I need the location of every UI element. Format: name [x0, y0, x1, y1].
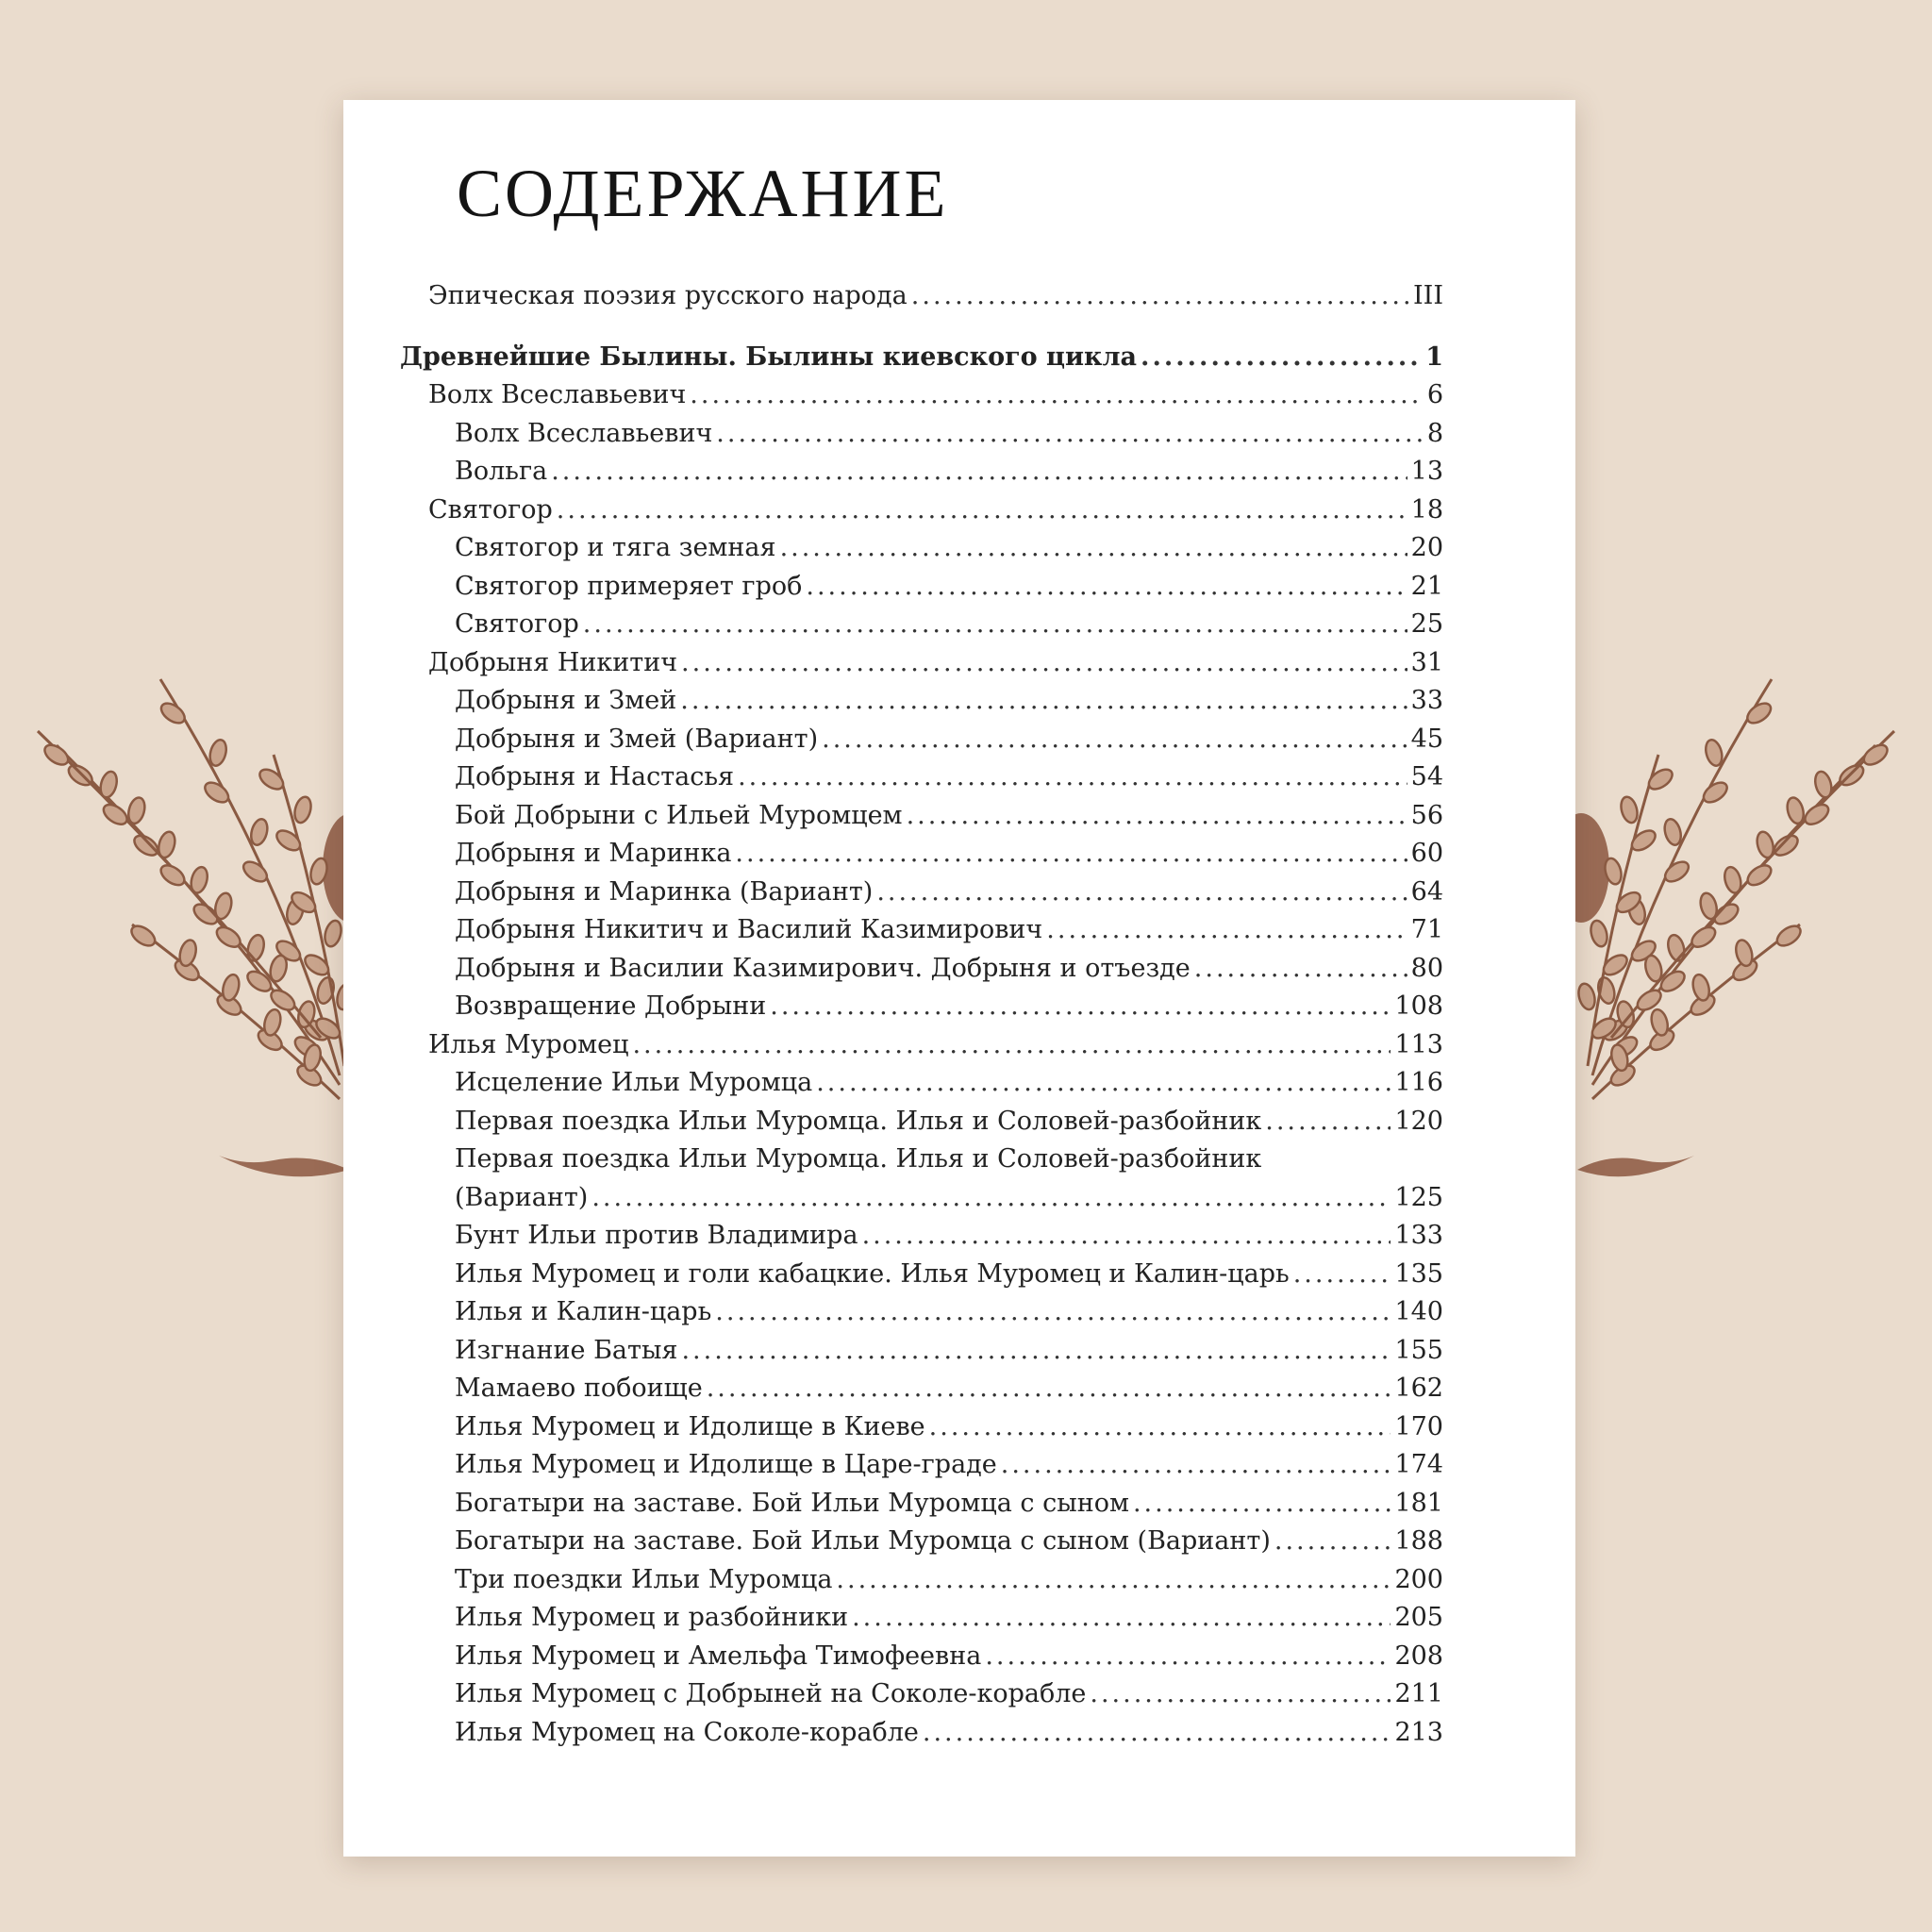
toc-entry-label: Добрыня и Змей	[455, 686, 677, 715]
willow-bud	[212, 891, 234, 921]
dot-leader	[806, 568, 1407, 607]
dot-leader	[1293, 1256, 1391, 1294]
toc-page-number: 71	[1410, 915, 1443, 944]
toc-page-number: 25	[1410, 609, 1443, 639]
willow-bud	[220, 973, 242, 1002]
dot-leader	[557, 491, 1407, 530]
willow-bud	[1619, 795, 1641, 824]
left-leaf-shape	[219, 1156, 349, 1176]
toc-page-number: 64	[1410, 876, 1443, 907]
willow-bud	[268, 954, 290, 983]
dot-leader	[707, 1370, 1391, 1408]
dot-leader	[583, 606, 1407, 644]
dot-leader	[735, 835, 1407, 874]
willow-bud	[1662, 817, 1684, 846]
dot-leader	[1194, 950, 1407, 989]
toc-entry[interactable]	[455, 988, 1443, 1026]
toc-page-number: 140	[1394, 1297, 1443, 1326]
willow-bud	[208, 738, 229, 767]
dot-leader	[1265, 1103, 1391, 1141]
willow-bud	[42, 741, 72, 769]
toc-entry[interactable]	[428, 1026, 1443, 1065]
toc-page-number: 113	[1394, 1029, 1443, 1059]
dot-leader	[876, 874, 1407, 912]
willow-bud	[1812, 770, 1834, 799]
willow-bud	[156, 830, 177, 859]
toc-entry-label: Илья и Калин-царь	[455, 1297, 712, 1326]
toc-entry[interactable]	[455, 453, 1443, 491]
dot-leader	[591, 1179, 1391, 1218]
toc-entry[interactable]	[455, 1179, 1443, 1218]
dot-leader	[681, 1332, 1391, 1371]
willow-bud	[240, 858, 270, 885]
willow-bud	[1661, 858, 1691, 885]
toc-entry[interactable]	[455, 911, 1443, 950]
willow-bud	[158, 699, 188, 726]
toc-page-number: 125	[1394, 1182, 1443, 1212]
toc-page-number: 188	[1394, 1526, 1443, 1556]
toc-page-number: 205	[1394, 1603, 1443, 1632]
page-title: СОДЕРЖАНИЕ	[457, 156, 949, 231]
toc-entry-label: Святогор	[428, 494, 553, 525]
willow-bud	[1698, 891, 1720, 921]
dot-leader	[836, 1561, 1391, 1600]
toc-entry[interactable]	[455, 1714, 1443, 1753]
willow-bud	[1802, 801, 1832, 828]
toc-page-number: 181	[1394, 1488, 1443, 1518]
toc-page-number: 213	[1394, 1717, 1443, 1747]
toc-entry-label: Илья Муромец и Идолище в Киеве	[455, 1411, 925, 1441]
toc-entry-label: Добрыня Никитич и Василий Казимирович	[455, 915, 1043, 944]
dot-leader	[738, 758, 1407, 797]
willow-bud	[292, 795, 314, 824]
dot-leader	[716, 415, 1424, 454]
toc-page-number: 133	[1394, 1221, 1443, 1250]
dot-leader	[680, 682, 1407, 721]
toc-page-number: 13	[1410, 457, 1443, 486]
toc-entry[interactable]	[455, 950, 1443, 989]
toc-entry[interactable]	[455, 682, 1443, 721]
toc-entry-label: Илья Муромец на Соколе-корабле	[455, 1717, 919, 1747]
toc-page-number: III	[1413, 281, 1443, 310]
willow-bud	[1860, 741, 1890, 769]
toc-entry-label: Богатыри на заставе. Бой Ильи Муромца с сыном (Вариант)	[455, 1526, 1271, 1556]
dot-leader	[1046, 911, 1407, 950]
dot-leader	[1001, 1446, 1391, 1485]
toc-page-number: 1	[1425, 341, 1443, 372]
section-gap	[400, 316, 1443, 339]
toc-entry[interactable]	[455, 874, 1443, 912]
dot-leader	[862, 1217, 1391, 1256]
willow-bud	[248, 817, 270, 846]
toc-entry[interactable]	[400, 339, 1443, 377]
toc-entry[interactable]	[455, 1408, 1443, 1447]
toc-page-number: 116	[1394, 1068, 1443, 1097]
willow-bud	[1700, 778, 1730, 806]
toc-entry-label: Три поездки Ильи Муромца	[455, 1564, 833, 1594]
dot-leader	[1274, 1523, 1391, 1561]
willow-bud	[202, 778, 232, 806]
willow-bud	[257, 766, 287, 793]
toc-entry-line	[455, 1141, 1443, 1179]
toc-entry[interactable]	[455, 1103, 1443, 1141]
toc-entry-label: Древнейшие Былины. Былины киевского цикла	[400, 341, 1138, 372]
toc-entry[interactable]	[455, 1064, 1443, 1103]
toc-page-number: 208	[1394, 1641, 1443, 1671]
book-page	[343, 100, 1575, 1857]
willow-bud	[177, 939, 199, 968]
toc-entry-label: Илья Муромец и Идолище в Царе-граде	[455, 1450, 997, 1479]
toc-entry-label: Мамаево побоище	[455, 1374, 703, 1403]
willow-bud	[323, 919, 344, 948]
toc-page-number: 45	[1410, 724, 1443, 754]
toc-entry[interactable]	[455, 835, 1443, 874]
toc-entry-label: Добрыня и Настасья	[455, 762, 735, 791]
willow-bud	[100, 801, 130, 828]
toc-entry-label: Илья Муромец и голи кабацкие. Илья Муромец и Калин-царь	[455, 1258, 1290, 1289]
toc-entry-label: Возвращение Добрыни	[455, 991, 767, 1021]
toc-entry-label: Вольга	[455, 457, 548, 486]
toc-entry-label: Изгнание Батыя	[455, 1335, 678, 1365]
dot-leader	[852, 1599, 1391, 1638]
toc-entry[interactable]	[455, 721, 1443, 759]
willow-bud	[1755, 830, 1776, 859]
dot-leader	[822, 721, 1407, 759]
toc-page-number: 8	[1426, 418, 1443, 448]
toc-entry-label: Святогор	[455, 609, 579, 639]
willow-bud	[1744, 861, 1774, 889]
toc-entry[interactable]	[428, 491, 1443, 530]
toc-entry[interactable]	[455, 1638, 1443, 1676]
toc-entry[interactable]	[455, 1332, 1443, 1371]
toc-page-number: 6	[1426, 380, 1443, 409]
toc-page-number: 120	[1394, 1106, 1443, 1136]
toc-entry-label: Первая поездка Ильи Муромца. Илья и Соловей-разбойник	[455, 1144, 1262, 1174]
dot-leader	[907, 797, 1407, 836]
toc-entry-label: Илья Муромец с Добрыней на Соколе-корабле	[455, 1679, 1087, 1708]
toc-page-number: 60	[1410, 839, 1443, 868]
toc-page-number: 135	[1394, 1258, 1443, 1289]
toc-entry-label: Илья Муромец и разбойники	[455, 1603, 849, 1632]
toc-page-number: 31	[1410, 647, 1443, 677]
toc-entry-label: Эпическая поэзия русского народа	[428, 281, 908, 310]
dot-leader	[929, 1408, 1391, 1447]
toc-entry-label: Первая поездка Ильи Муромца. Илья и Соловей-разбойник	[455, 1106, 1262, 1136]
toc-entry[interactable]	[455, 797, 1443, 836]
toc-entry[interactable]	[455, 1256, 1443, 1294]
willow-bud	[98, 770, 120, 799]
willow-bud	[1645, 766, 1675, 793]
toc-entry[interactable]	[455, 1370, 1443, 1408]
toc-entry-label: Добрыня и Змей (Вариант)	[455, 724, 819, 754]
dot-leader	[551, 453, 1407, 491]
toc-page-number: 108	[1394, 991, 1443, 1021]
toc-entry-label: Добрыня и Василии Казимирович. Добрыня и отъезде	[455, 953, 1191, 983]
willow-bud	[1628, 826, 1658, 854]
toc-entry[interactable]	[455, 1599, 1443, 1638]
toc-entry-label: Добрыня и Маринка	[455, 839, 732, 868]
dot-leader	[1133, 1485, 1391, 1524]
toc-entry[interactable]	[455, 1293, 1443, 1332]
willow-bud	[158, 861, 188, 889]
toc-entry-label: Добрыня Никитич	[428, 647, 678, 677]
toc-entry-label: Святогор примеряет гроб	[455, 571, 803, 601]
toc-entry-label: Исцеление Ильи Муромца	[455, 1068, 813, 1097]
dot-leader	[681, 644, 1407, 683]
toc-entry[interactable]	[455, 529, 1443, 568]
dot-leader	[690, 376, 1424, 415]
willow-bud	[131, 832, 161, 859]
right-willow-branches	[1576, 679, 1894, 1099]
toc-entry[interactable]	[455, 568, 1443, 607]
willow-bud	[261, 1008, 283, 1037]
willow-bud	[1771, 832, 1801, 859]
willow-bud	[1703, 738, 1724, 767]
toc-entry[interactable]	[455, 606, 1443, 644]
toc-entry-label: Богатыри на заставе. Бой Ильи Муромца с сыном	[455, 1488, 1129, 1518]
willow-bud	[1665, 933, 1687, 962]
toc-entry[interactable]	[428, 277, 1443, 316]
toc-entry-label: Волх Всеславьевич	[455, 418, 713, 448]
dot-leader	[770, 988, 1391, 1026]
toc-entry-label: Илья Муромец и Амельфа Тимофеевна	[455, 1641, 982, 1671]
left-willow-branches	[38, 679, 356, 1099]
willow-bud	[274, 826, 304, 854]
willow-bud	[1642, 954, 1664, 983]
toc-page-number: 162	[1394, 1374, 1443, 1403]
dot-leader	[816, 1064, 1391, 1103]
dot-leader	[911, 277, 1409, 316]
toc-page-number: 174	[1394, 1450, 1443, 1479]
toc-page-number: 200	[1394, 1564, 1443, 1594]
willow-bud	[1589, 919, 1610, 948]
toc-entry-label: Добрыня и Маринка (Вариант)	[455, 876, 874, 907]
dot-leader	[1141, 339, 1422, 377]
toc-entry-label: Волх Всеславьевич	[428, 380, 687, 409]
toc-entry[interactable]	[455, 1446, 1443, 1485]
toc-entry[interactable]	[455, 1561, 1443, 1600]
toc-entry-label: (Вариант)	[455, 1182, 589, 1212]
toc-entry[interactable]	[455, 758, 1443, 797]
toc-page-number: 18	[1410, 494, 1443, 525]
toc-entry-label: Святогор и тяга земная	[455, 533, 776, 562]
toc-entry-label: Илья Муромец	[428, 1029, 629, 1059]
dot-leader	[780, 529, 1407, 568]
toc-entry[interactable]	[455, 415, 1443, 454]
dot-leader	[715, 1293, 1391, 1332]
toc-entry[interactable]	[455, 1217, 1443, 1256]
willow-bud	[1649, 1008, 1671, 1037]
toc-entry[interactable]	[455, 1523, 1443, 1561]
toc-page-number: 155	[1394, 1335, 1443, 1365]
dot-leader	[923, 1714, 1391, 1753]
dot-leader	[1090, 1675, 1391, 1714]
willow-bud	[1576, 982, 1598, 1011]
toc-list	[400, 277, 1443, 1752]
toc-page-number: 56	[1410, 800, 1443, 830]
toc-page-number: 80	[1410, 953, 1443, 983]
toc-entry[interactable]	[455, 1675, 1443, 1714]
toc-page-number: 21	[1410, 571, 1443, 601]
toc-entry[interactable]	[428, 644, 1443, 683]
toc-page-number: 20	[1410, 533, 1443, 562]
toc-page-number: 170	[1394, 1411, 1443, 1441]
willow-bud	[1744, 699, 1774, 726]
toc-page-number: 211	[1394, 1679, 1443, 1708]
toc-entry-label: Бой Добрыни с Ильей Муромцем	[455, 800, 903, 830]
willow-bud	[245, 933, 267, 962]
toc-entry[interactable]	[428, 376, 1443, 415]
toc-page-number: 33	[1410, 686, 1443, 715]
right-leaf-shape	[1577, 1156, 1694, 1176]
toc-entry-label: Бунт Ильи против Владимира	[455, 1221, 858, 1250]
toc-page-number: 54	[1410, 762, 1443, 791]
willow-bud	[1690, 973, 1712, 1002]
dot-leader	[985, 1638, 1391, 1676]
toc-entry[interactable]	[455, 1485, 1443, 1524]
dot-leader	[632, 1026, 1391, 1065]
willow-bud	[1733, 939, 1755, 968]
